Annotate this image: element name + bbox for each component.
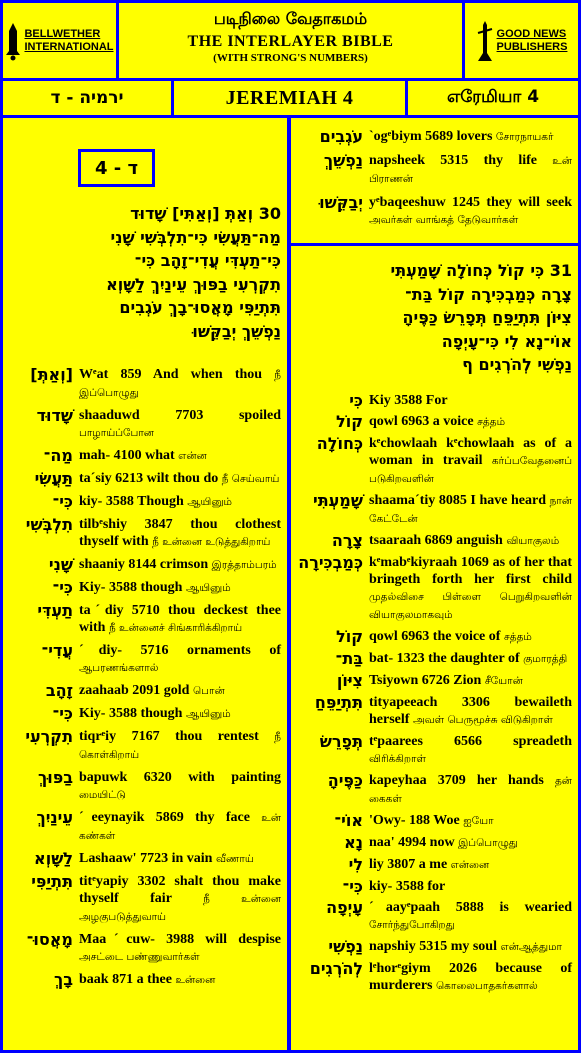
english-gloss: taˊsiy 6213 wilt thou do <box>79 471 219 486</box>
english-gloss: Kiy- 3588 though <box>79 580 183 595</box>
hebrew-word: שָׁנִי <box>48 555 73 574</box>
word-entries <box>291 128 578 235</box>
word-entry <box>3 407 287 442</box>
word-entry <box>291 413 578 431</box>
word-entry <box>291 878 578 895</box>
gloss <box>73 470 281 488</box>
hebrew-word: אוֹי־ <box>334 811 363 830</box>
book-english: JEREMIAH 4 <box>225 86 354 109</box>
word-entry <box>291 194 578 229</box>
word-entry <box>291 733 578 768</box>
book-tamil: எரேமியா 4 <box>446 87 540 107</box>
english-gloss: qowl 6963 a voice <box>369 414 474 429</box>
english-gloss: Wᵉat 859 And when thou <box>79 367 263 382</box>
hebrew-word: כִּי <box>349 391 363 410</box>
word-entry <box>3 579 287 597</box>
english-gloss: Kiy- 3588 though <box>79 706 183 721</box>
tamil-gloss: இரத்தாம்பரம் <box>211 559 277 571</box>
verse-line: אוֹי־נָא לִי כִּי־עָיְפָה <box>441 331 572 351</box>
gloss <box>363 938 572 956</box>
hebrew-word: זָהָב <box>45 681 73 700</box>
english-gloss: Maaˊcuw- 3988 will despise <box>79 932 281 947</box>
word-entry <box>291 492 578 528</box>
verse-line: צָרָה כְּמַבְכִּירָה קוֹל בַּת־ <box>405 284 572 304</box>
book-bar-english <box>174 81 405 115</box>
english-gloss: napshiy 5315 my soul <box>369 939 497 954</box>
word-entry <box>291 672 578 690</box>
gloss <box>363 672 572 690</box>
hebrew-word: [וְאַתְּ] <box>30 365 73 384</box>
gloss <box>363 856 572 874</box>
hebrew-word: תִקְרְעִי <box>25 727 73 746</box>
gloss <box>363 733 572 768</box>
english-gloss: kᵉchowlaah kᵉchowlaah as of a woman in travail <box>369 436 572 468</box>
word-entry <box>3 809 287 845</box>
hebrew-word: נַפְשֵׁךְ <box>323 151 363 170</box>
english-gloss: zaahaab 2091 gold <box>79 683 190 698</box>
right-bottom-panel <box>291 246 578 1050</box>
english-gloss: yᵉbaqeeshuw 1245 they will seek <box>369 195 572 210</box>
hebrew-word: שָׁדוּד <box>36 406 73 425</box>
hebrew-word: כִּי־ <box>52 578 73 597</box>
title-english: THE INTERLAYER BIBLE <box>187 33 394 50</box>
bell-icon <box>5 21 21 61</box>
hebrew-word: בַּת־ <box>335 649 363 668</box>
gloss <box>363 532 572 550</box>
tamil-gloss: நீ உன்னை உடுத்துகிறாய் <box>152 536 271 548</box>
word-entry <box>291 960 578 995</box>
left-column <box>3 118 287 1050</box>
word-entry <box>3 971 287 989</box>
tamil-gloss: என்ன <box>178 450 207 462</box>
title-tamil: படிநிலை வேதாகமம் <box>213 9 368 28</box>
tamil-gloss: ஆயினும் <box>185 708 231 720</box>
hebrew-word: נָא <box>344 833 363 852</box>
tamil-gloss: உன்னை <box>175 974 216 986</box>
tamil-gloss: வீணாய் <box>215 853 254 865</box>
gloss <box>73 728 281 764</box>
tamil-gloss: நான் கேட்டேன் <box>369 495 572 525</box>
word-entry <box>291 899 578 934</box>
verse-31-hebrew <box>391 259 572 377</box>
verse-line: צִיּוֹן תִּתְיַפֵּחַ תְּפָרֵשׂ כַּפֶּיהָ <box>402 308 572 327</box>
word-entry <box>3 931 287 966</box>
english-gloss: kiy- 3588 Though <box>79 494 184 509</box>
english-gloss: 'Owy- 188 Woe <box>369 813 460 828</box>
english-gloss: ˊaayᵉpaah 5888 is wearied <box>369 900 572 915</box>
logo-right-line2: PUBLISHERS <box>496 40 568 53</box>
gloss <box>363 435 572 488</box>
english-gloss: mah- 4100 what <box>79 448 175 463</box>
hebrew-word: כַּפֶּיהָ <box>327 771 363 790</box>
tamil-gloss: பாழாய்ப்போன <box>79 427 154 439</box>
gloss <box>363 772 572 808</box>
verse-line: כִּי־תַעְדִּי עֲדִי־זָהָב כִּי־ <box>134 251 281 270</box>
word-entry <box>3 728 287 764</box>
word-entry <box>3 682 287 700</box>
hebrew-word: כִּי־ <box>52 492 73 511</box>
word-entry <box>291 938 578 956</box>
tamil-gloss: ஆபரணங்களால் <box>79 662 159 674</box>
english-gloss: Kiy 3588 For <box>369 393 448 408</box>
english-gloss: naa' 4994 now <box>369 835 455 850</box>
tamil-gloss: குமாரத்தி <box>523 653 568 665</box>
word-entry <box>3 470 287 488</box>
word-entry <box>3 493 287 511</box>
word-entry <box>291 628 578 646</box>
verse-30-hebrew <box>106 202 281 343</box>
hebrew-word: תִלְבְּשִׁי <box>25 515 73 534</box>
english-gloss: tityapeeach 3306 bewaileth herself <box>369 695 572 727</box>
tamil-gloss: நீ உன்னைச் சிங்காரிக்கிறாய் <box>108 622 243 634</box>
word-entry <box>3 769 287 804</box>
hebrew-word: תִּתְיַפִּי <box>31 872 73 891</box>
hebrew-word: עֲדִי־ <box>41 641 73 660</box>
english-gloss: titᵉyapiy 3302 shalt thou make thyself fair <box>79 874 281 906</box>
book-hebrew: ירמיה - ד <box>50 88 124 108</box>
gloss <box>73 602 281 637</box>
english-gloss: bat- 1323 the daughter of <box>369 651 520 666</box>
hebrew-word: קוֹל <box>336 627 363 646</box>
hebrew-word: בַפּוּךְ <box>37 768 73 787</box>
tamil-gloss: நீ கொள்கிறாய் <box>79 731 282 761</box>
word-entry <box>3 366 287 402</box>
gloss <box>363 628 572 646</box>
english-gloss: `ogᵉbiym 5689 lovers <box>369 129 493 144</box>
word-entry <box>291 392 578 409</box>
word-entry <box>291 128 578 146</box>
word-entry <box>3 447 287 465</box>
tamil-gloss: ஆயினும் <box>187 496 232 508</box>
gloss <box>363 899 572 934</box>
word-entry <box>291 834 578 852</box>
word-entry <box>3 556 287 574</box>
book-bar-tamil <box>408 81 578 115</box>
tamil-gloss: சத்தம் <box>503 631 532 643</box>
hebrew-word: יְבַקֵּשׁוּ <box>319 193 363 212</box>
gloss <box>73 705 281 723</box>
gloss <box>363 960 572 995</box>
chapter-label-text: ד - 4 <box>94 157 139 179</box>
tamil-gloss: அசட்டை பண்ணுவார்கள் <box>79 951 200 963</box>
english-gloss: lᵉhorᵉgiym 2026 because of murderers <box>369 961 572 993</box>
tamil-gloss: கொலைபாதகர்களால் <box>436 980 538 992</box>
gloss <box>73 873 281 926</box>
logo-right-line1: GOOD NEWS <box>496 27 567 40</box>
word-entry <box>291 856 578 874</box>
gloss <box>73 366 281 402</box>
hebrew-word: מַה־ <box>43 446 73 465</box>
hebrew-word: כִּי־ <box>52 704 73 723</box>
tamil-gloss: வியாகுலம் <box>506 535 560 547</box>
verse-line: תִקְרְעִי בַפּוּךְ עֵינַיִךְ לַשָּׁוְא <box>106 274 281 294</box>
gloss <box>73 407 281 442</box>
tamil-gloss: ஆயினும் <box>185 582 231 594</box>
hebrew-word: תַּעֲשִׂי <box>34 469 73 488</box>
english-gloss: tsaaraah 6869 anguish <box>369 533 503 548</box>
hebrew-word: כְּחוֹלָה <box>316 434 363 453</box>
gloss <box>363 834 572 852</box>
english-gloss: tiqrᵉiy 7167 thou rentest <box>79 729 259 744</box>
hebrew-word: כְּמַבְכִּירָה <box>298 553 363 572</box>
hebrew-word: כִּי־ <box>342 877 363 896</box>
word-entry <box>291 435 578 488</box>
english-gloss: Tsiyown 6726 Zion <box>369 673 482 688</box>
english-gloss: shaaduwd 7703 spoiled <box>79 408 281 423</box>
word-entry <box>291 554 578 624</box>
title-block <box>119 3 462 78</box>
hebrew-word: לִי <box>348 855 363 874</box>
gloss <box>73 850 281 868</box>
english-gloss: kapeyhaa 3709 her hands <box>369 773 544 788</box>
tamil-gloss: என்னை <box>450 859 490 871</box>
tamil-gloss: உன் பிராணன் <box>369 155 573 185</box>
chapter-label <box>78 149 155 187</box>
tamil-gloss: ஐயோ <box>463 815 494 827</box>
subtitle: (WITH STRONG'S NUMBERS) <box>213 52 368 64</box>
english-gloss: shaamaˊtiy 8085 I have heard <box>369 493 547 508</box>
word-entry <box>291 152 578 188</box>
hebrew-word: בָךְ <box>54 970 73 989</box>
gloss <box>73 447 281 465</box>
word-entries <box>291 392 578 999</box>
word-entry <box>3 705 287 723</box>
word-entry <box>291 532 578 550</box>
good-news-logo <box>465 3 578 78</box>
tamil-gloss: சத்தம் <box>477 416 506 428</box>
gloss <box>73 809 281 845</box>
tamil-gloss: உன் கண்கள் <box>79 812 282 842</box>
trumpet-icon <box>476 19 494 63</box>
verse-line: נַפְשִׁי לְהֹרְגִים ף <box>462 355 572 374</box>
word-entry <box>3 642 287 677</box>
gloss <box>363 878 572 895</box>
gloss <box>363 152 572 188</box>
hebrew-word: תִּתְיַפֵּחַ <box>314 693 363 712</box>
verse-line: תִּתְיַפִּי מָאֲסוּ־בָךְ עֹגְבִים <box>119 298 281 317</box>
english-gloss: qowl 6963 the voice of <box>369 629 501 644</box>
hebrew-word: שָׁמַעְתִּי <box>313 491 363 510</box>
english-gloss: tᵉpaarees 6566 spreadeth <box>369 734 572 749</box>
word-entries <box>3 366 287 994</box>
gloss <box>73 769 281 804</box>
gloss <box>363 492 572 528</box>
tamil-gloss: முதல்விசை பிள்ளை பெறுகிறவளின் வியாகுலமாகவும் <box>369 591 572 621</box>
hebrew-word: עֵינַיִךְ <box>36 808 73 827</box>
book-bar-hebrew <box>3 81 171 115</box>
tamil-gloss: பொன் <box>192 685 225 697</box>
english-gloss: bapuwk 6320 with painting <box>79 770 281 785</box>
english-gloss: napsheek 5315 thy life <box>369 153 537 168</box>
gloss <box>363 194 572 229</box>
tamil-gloss: சீயோன் <box>484 675 523 687</box>
word-entry <box>291 694 578 729</box>
word-entry <box>291 772 578 808</box>
hebrew-word: צָרָה <box>331 531 363 550</box>
hebrew-word: קוֹל <box>336 412 363 431</box>
word-entry <box>3 602 287 637</box>
hebrew-word: נַפְשִׁי <box>328 937 363 956</box>
tamil-gloss: நீ செய்வாய் <box>221 473 280 485</box>
gloss <box>73 971 281 989</box>
verse-line: מַה־תַּעֲשִׂי כִּי־תִלְבְּשִׁי שָׁנִי <box>110 227 281 247</box>
hebrew-word: תְּפָרֵשׂ <box>319 732 363 751</box>
tamil-gloss: சோரநாயகர் <box>495 131 554 143</box>
right-top-panel <box>291 118 578 243</box>
english-gloss: ˊeeynayik 5869 thy face <box>79 810 250 825</box>
english-gloss: Lashaaw' 7723 in vain <box>79 851 213 866</box>
word-entry <box>3 516 287 551</box>
english-gloss: tilbᵉshiy 3847 thou clothest thyself with <box>79 517 281 549</box>
gloss <box>73 931 281 966</box>
hebrew-word: תַעְדִּי <box>37 601 73 620</box>
english-gloss: baak 871 a thee <box>79 972 172 987</box>
gloss <box>73 556 281 574</box>
word-entry <box>3 850 287 868</box>
tamil-gloss: சோர்ந்துபோகிறது <box>369 919 455 931</box>
tamil-gloss: இப்பொழுது <box>458 837 518 849</box>
english-gloss: taˊdiy 5710 thou deckest thee with <box>79 603 281 635</box>
word-entry <box>3 873 287 926</box>
gloss <box>363 413 572 431</box>
hebrew-word: צִיּוֹן <box>336 671 363 690</box>
bellwether-logo <box>3 3 116 78</box>
gloss <box>73 682 281 700</box>
verse-line: נַפְשֵׁךְ יְבַקֵּשׁוּ <box>192 321 281 341</box>
tamil-gloss: நீ உன்னை அழகுபடுத்துவாய் <box>79 893 282 923</box>
english-gloss: liy 3807 a me <box>369 857 448 872</box>
gloss <box>73 493 281 511</box>
gloss <box>363 650 572 668</box>
tamil-gloss: மையிட்டு <box>79 789 126 801</box>
english-gloss: ˊdiy- 5716 ornaments of <box>79 643 281 658</box>
english-gloss: shaaniy 8144 crimson <box>79 557 209 572</box>
tamil-gloss: அவர்கள் வாங்கத் தேடுவார்கள் <box>369 214 519 226</box>
tamil-gloss: என்ஆத்துமா <box>500 941 563 953</box>
gloss <box>363 128 572 146</box>
gloss <box>363 554 572 624</box>
gloss <box>73 642 281 677</box>
hebrew-word: עָיְפָה <box>326 898 363 917</box>
word-entry <box>291 812 578 830</box>
verse-line: 30 וְאַתְּ [וְאַתִּי] שָׁדוּד <box>130 204 281 223</box>
hebrew-word: לְהֹרְגִים <box>309 959 363 978</box>
logo-left-line1: BELLWETHER <box>24 27 101 40</box>
hebrew-word: עֹגְבִים <box>319 127 363 146</box>
gloss <box>363 694 572 729</box>
verse-line: 31 כִּי קוֹל כְּחוֹלָה שָׁמַעְתִּי <box>390 261 572 280</box>
tamil-gloss: அவள் பெருமூச்சு விடுகிறாள் <box>412 714 553 726</box>
hebrew-word: לַשָּׁוְא <box>34 849 73 868</box>
english-gloss: kiy- 3588 for <box>369 879 446 894</box>
gloss <box>363 812 572 830</box>
tamil-gloss: நீ இப்பொழுது <box>79 369 281 399</box>
gloss <box>363 392 572 409</box>
word-entry <box>291 650 578 668</box>
logo-left-line2: INTERNATIONAL <box>24 40 114 53</box>
hebrew-word: מָאֲסוּ־ <box>26 930 73 949</box>
tamil-gloss: விரிக்கிறாள் <box>369 753 426 765</box>
tamil-gloss: தன் கைகள் <box>369 775 572 805</box>
gloss <box>73 516 281 551</box>
tamil-gloss: கர்ப்பவேதனைப் படுகிறவளின் <box>369 455 573 485</box>
gloss <box>73 579 281 597</box>
english-gloss: kᵉmabᵉkiyraah 1069 as of her that bringeth forth her first child <box>369 555 572 587</box>
